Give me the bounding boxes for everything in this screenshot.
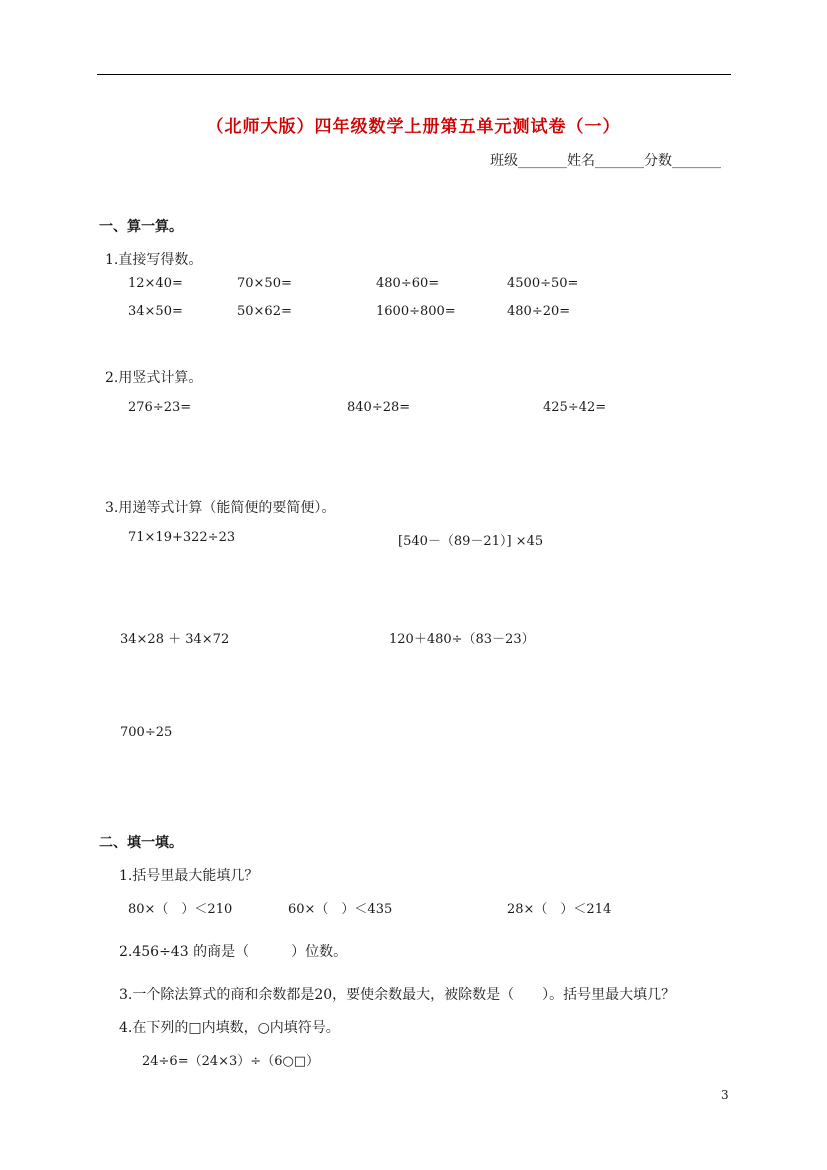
question-2-3: 3.一个除法算式的商和余数都是20，要使余数最大，被除数是（ ）。括号里最大填几？ [119, 987, 676, 1003]
page-title: （北师大版）四年级数学上册第五单元测试卷（一） [206, 117, 621, 137]
question-2-2: 2.456÷43 的商是（ ）位数。 [119, 944, 348, 960]
question-2-1-label: 1.括号里最大能填几？ [119, 868, 259, 884]
step-calc-item: 34×28 ＋ 34×72 [120, 632, 230, 647]
step-calc-item: 700÷25 [120, 725, 173, 740]
oral-calc-item: 12×40= [128, 276, 183, 291]
section-1-heading: 一、算一算。 [99, 219, 183, 235]
step-calc-item: 71×19+322÷23 [128, 530, 236, 545]
question-1-3-label: 3.用递等式计算（能简便的要简便）。 [105, 500, 336, 516]
vertical-calc-item: 840÷28= [347, 400, 411, 415]
section-2-heading: 二、填一填。 [99, 835, 183, 851]
vertical-calc-item: 276÷23= [128, 400, 192, 415]
student-info-line: 班级_______姓名_______分数_______ [490, 153, 721, 169]
page-number: 3 [721, 1088, 729, 1102]
header-rule [97, 74, 731, 75]
oral-calc-item: 70×50= [237, 276, 292, 291]
fill-blank-item: 28×（ ）＜214 [507, 902, 612, 917]
oral-calc-item: 34×50= [128, 304, 183, 319]
question-2-4-label: 4.在下列的□内填数，○内填符号。 [119, 1020, 340, 1036]
vertical-calc-item: 425÷42= [543, 400, 607, 415]
oral-calc-item: 480÷60= [376, 276, 440, 291]
oral-calc-item: 1600÷800= [376, 304, 456, 319]
oral-calc-item: 480÷20= [507, 304, 571, 319]
oral-calc-item: 50×62= [237, 304, 292, 319]
fill-symbol-expression: 24÷6=（24×3）÷（6○□） [142, 1054, 320, 1069]
question-1-1-label: 1.直接写得数。 [105, 252, 203, 268]
step-calc-item: [540－（89－21）] ×45 [398, 534, 544, 549]
fill-blank-item: 60×（ ）＜435 [288, 902, 393, 917]
fill-blank-item: 80×（ ）＜210 [128, 902, 233, 917]
question-1-2-label: 2.用竖式计算。 [105, 370, 203, 386]
step-calc-item: 120＋480÷（83－23） [389, 632, 535, 647]
oral-calc-item: 4500÷50= [507, 276, 579, 291]
